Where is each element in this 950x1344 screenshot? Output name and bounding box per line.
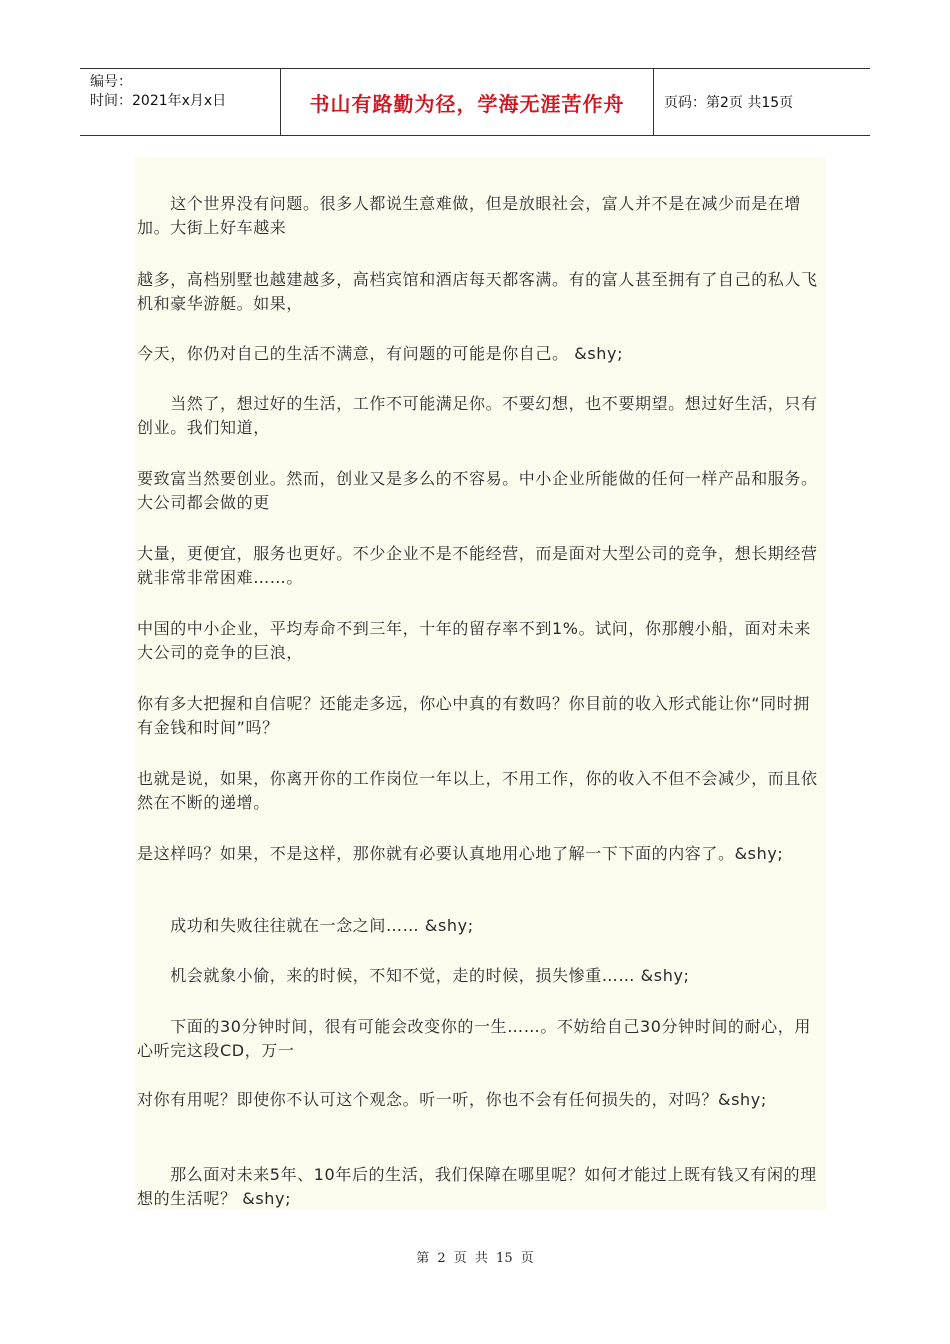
paragraph: 今天，你仍对自己的生活不满意，有问题的可能是你自己。 &shy; [137, 344, 624, 363]
header-meta [80, 69, 281, 135]
page-header [80, 68, 870, 136]
paragraph: 也就是说，如果，你离开你的工作岗位一年以上，不用工作，你的收入不但不会减少，而且依然在不断的递增。 [137, 769, 818, 812]
document-number-label: 编号： [90, 74, 132, 90]
document-time-label: 时间：2021年x月x日 [90, 93, 227, 109]
paragraph: 是这样吗？如果，不是这样，那你就有必要认真地用心地了解一下下面的内容了。&shy; [137, 844, 784, 863]
document-body [135, 157, 826, 1210]
paragraph: 要致富当然要创业。然而，创业又是多么的不容易。中小企业所能做的任何一样产品和服务。大公司都会做的更 [137, 469, 818, 512]
page-footer: 第 2 页 共 15 页 [416, 1251, 534, 1266]
paragraph: 当然了，想过好的生活，工作不可能满足你。不要幻想，也不要期望。想过好生活，只有创业。我们知道， [137, 394, 818, 437]
header-page-info: 页码：第2页 共15页 [664, 95, 794, 111]
paragraph: 大量，更便宜，服务也更好。不少企业不是不能经营，而是面对大型公司的竞争，想长期经营就非常非常困难……。 [137, 544, 818, 587]
paragraph: 这个世界没有问题。很多人都说生意难做，但是放眼社会，富人并不是在减少而是在增加。大街上好车越来 [137, 194, 802, 237]
paragraph: 越多，高档别墅也越建越多，高档宾馆和酒店每天都客满。有的富人甚至拥有了自己的私人飞机和豪华游艇。如果， [137, 270, 818, 313]
paragraph: 对你有用呢？即使你不认可这个观念。听一听，你也不会有任何损失的，对吗？&shy; [137, 1090, 767, 1109]
paragraph: 成功和失败往往就在一念之间…… &shy; [137, 916, 474, 935]
paragraph: 你有多大把握和自信呢？还能走多远，你心中真的有数吗？你目前的收入形式能让你“同时拥有金钱和时间”吗？ [137, 694, 810, 737]
paragraph: 下面的30分钟时间，很有可能会改变你的一生……。不妨给自己30分钟时间的耐心，用心听完这段CD，万一 [137, 1017, 811, 1060]
paragraph: 中国的中小企业，平均寿命不到三年，十年的留存率不到1%。试问，你那艘小船，面对未来大公司的竞争的巨浪， [137, 619, 811, 662]
paragraph: 机会就象小偷，来的时候，不知不觉，走的时候，损失惨重…… &shy; [137, 966, 690, 985]
header-motto: 书山有路勤为径，学海无涯苦作舟 [281, 69, 654, 135]
paragraph: 那么面对未来5年、10年后的生活，我们保障在哪里呢？如何才能过上既有钱又有闲的理想的生活呢？ &shy; [137, 1165, 817, 1208]
